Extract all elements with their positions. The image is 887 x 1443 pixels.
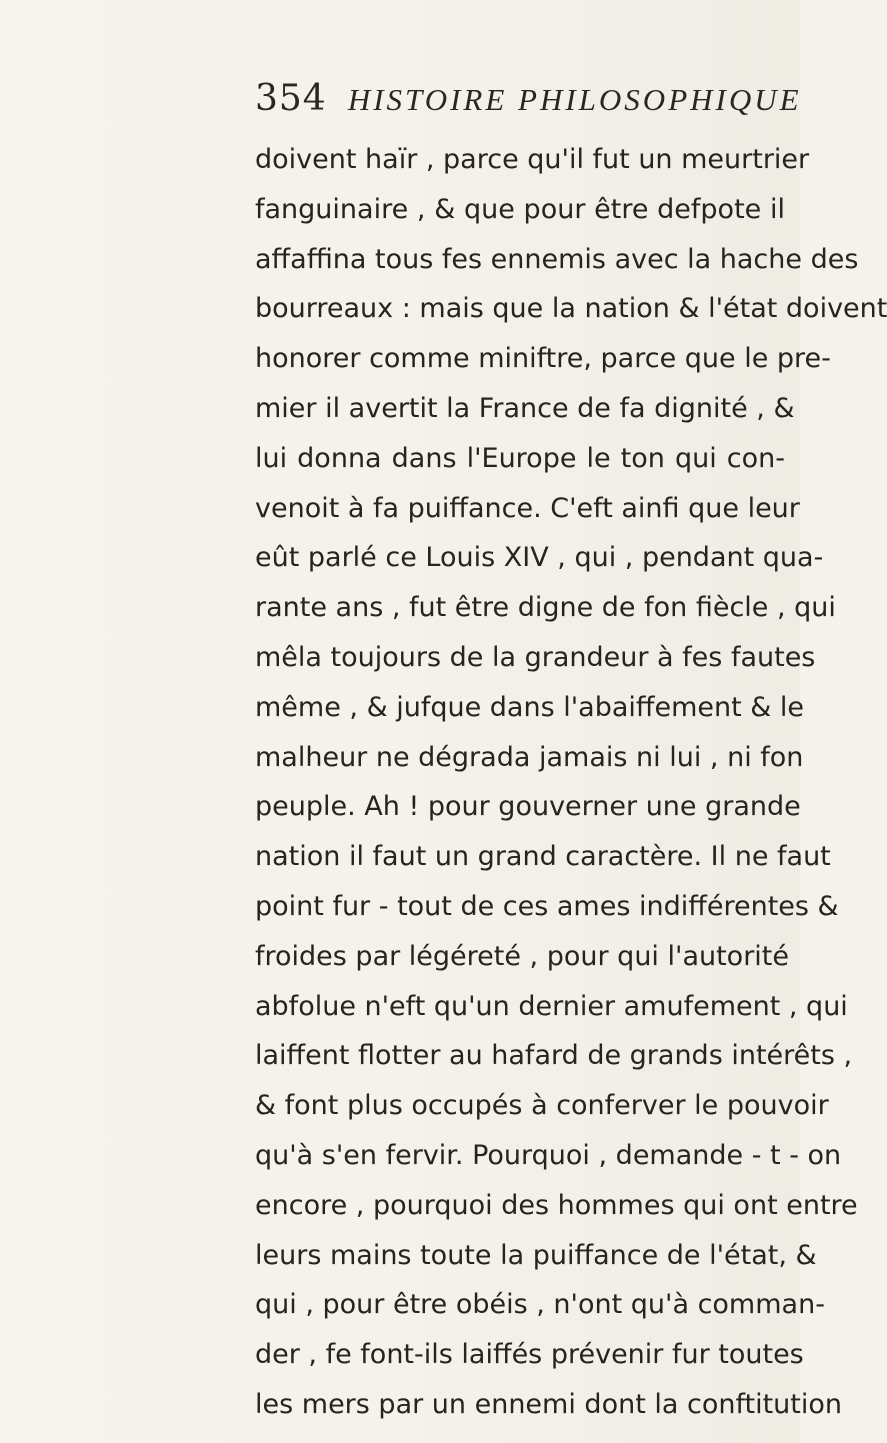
text-line: peuple. Ah ! pour gouverner une grande <box>255 791 801 823</box>
text-line: doivent haïr , parce qu'il fut un meurtrier <box>255 144 810 175</box>
text-line: eût parlé ce Louis XIV , qui , pendant qua- <box>255 542 824 574</box>
text-line: même , & jufque dans l'abaiffement & le <box>255 691 805 723</box>
running-title: HISTOIRE PHILOSOPHIQUE <box>347 82 802 117</box>
text-line: malheur ne dégrada jamais ni lui , ni fon <box>255 741 804 773</box>
text-line: laiffent flotter au hafard de grands intérêts , <box>255 1040 853 1072</box>
text-line: lui donna dans l'Europe le ton qui con- <box>255 442 785 474</box>
text-line: froides par légéreté , pour qui l'autorité <box>255 940 790 972</box>
text-line: encore , pourquoi des hommes qui ont entre <box>255 1189 858 1221</box>
text-line: honorer comme miniftre, parce que le pre- <box>255 343 831 375</box>
text-line: der , fe font-ils laiffés prévenir fur toutes <box>255 1339 804 1371</box>
text-line: bourreaux : mais que la nation & l'état doivent <box>255 293 887 325</box>
text-line: venoit à fa puiffance. C'eft ainfi que leur <box>255 492 800 524</box>
text-line: leurs mains toute la puiffance de l'état, & <box>255 1239 817 1271</box>
text-line: rante ans , fut être digne de fon fiècle , qui <box>255 592 836 624</box>
text-line: fanguinaire , & que pour être defpote il <box>255 193 785 225</box>
text-line: qu'à s'en fervir. Pourquoi , demande - t - on <box>255 1139 842 1171</box>
body-text <box>255 135 887 1430</box>
text-line: mier il avertit la France de fa dignité , & <box>255 392 795 424</box>
text-line: affaffina tous fes ennemis avec la hache des <box>255 243 859 275</box>
text-line: qui , pour être obéis , n'ont qu'à comman- <box>255 1289 825 1321</box>
text-line: nation il faut un grand caractère. Il ne faut <box>255 841 831 873</box>
text-line: abfolue n'eft qu'un dernier amufement , qui <box>255 990 848 1022</box>
text-line: & font plus occupés à conferver le pouvoir <box>255 1090 829 1122</box>
text-line: point fur - tout de ces ames indifférentes & <box>255 890 839 922</box>
text-line: les mers par un ennemi dont la conftitution <box>255 1388 843 1420</box>
text-line: mêla toujours de la grandeur à fes fautes <box>255 641 816 673</box>
running-head <box>255 78 802 119</box>
page-number: 354 <box>255 78 327 119</box>
